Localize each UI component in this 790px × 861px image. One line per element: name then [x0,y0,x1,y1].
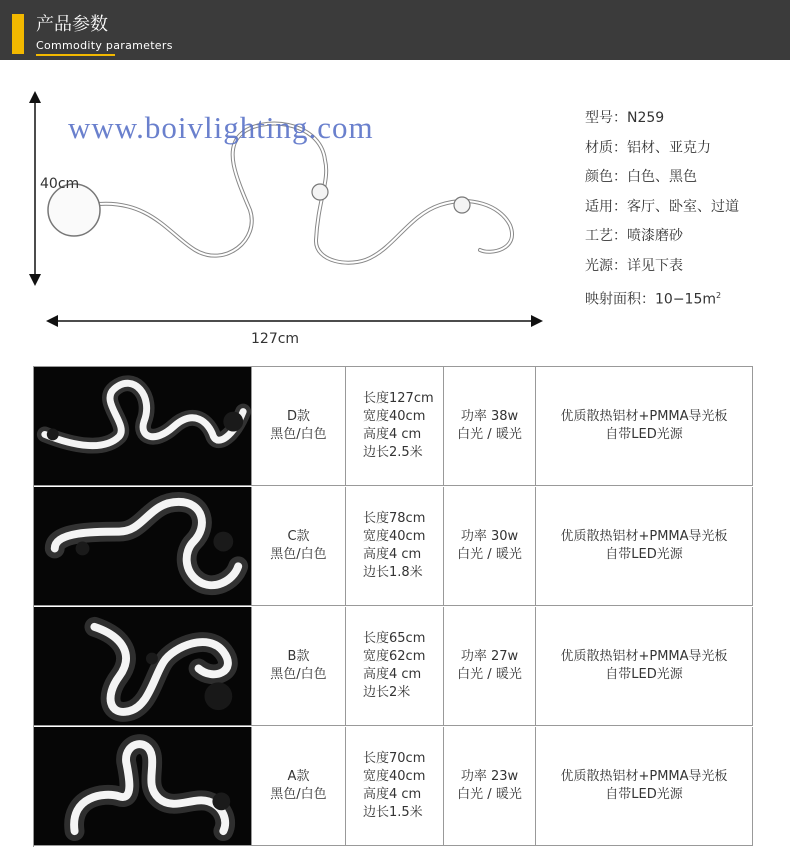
lamp-end-ball-right [454,197,470,213]
source-text: 自带LED光源 [605,547,683,562]
dimensions-cell [346,487,444,606]
dim-width: 宽度40cm [363,529,426,544]
model-color: 黑色/白色 [270,667,327,682]
dim-edge: 边长1.5米 [363,805,423,820]
dim-length: 长度127cm [363,391,434,406]
dim-height: 高度4 cm [363,547,422,562]
section-subtitle: Commodity parameters [36,39,173,52]
table-row [34,367,753,487]
power-value: 功率 38w [460,409,519,424]
watermark-url: www.boivlighting.com [68,110,374,145]
model-name: A款 [287,769,310,784]
table-row [34,487,753,607]
spec-list [585,104,739,315]
light-type: 白光 / 暖光 [457,547,522,562]
table-row [34,727,753,847]
dim-height: 高度4 cm [363,667,422,682]
dim-edge: 边长1.8米 [363,565,423,580]
section-header [0,0,790,60]
dim-edge: 边长2米 [363,685,411,700]
source-text: 自带LED光源 [605,667,683,682]
height-label: 40cm [40,176,80,192]
spec-color: 颜色：白色、黑色 [585,169,697,185]
spec-light-source: 光源：详见下表 [585,257,683,274]
dim-width: 宽度62cm [363,649,426,664]
width-label: 127cm [251,331,300,347]
material-cell [536,487,753,606]
model-cell [252,487,346,606]
model-cell [252,367,346,486]
light-type: 白光 / 暖光 [457,667,522,682]
dim-height: 高度4 cm [363,787,422,802]
model-name: C款 [287,529,310,544]
model-color: 黑色/白色 [270,427,327,442]
spec-usage: 适用：客厅、卧室、过道 [585,198,739,215]
table-row [34,607,753,727]
lamp-d-photo [34,367,252,486]
material-text: 优质散热铝材+PMMA导光板 [560,529,728,544]
subtitle-underline [36,54,115,56]
section-title: 产品参数 [36,14,108,35]
light-type: 白光 / 暖光 [457,787,522,802]
lamp-c-photo [34,487,252,606]
dim-width: 宽度40cm [363,769,426,784]
material-text: 优质散热铝材+PMMA导光板 [560,769,728,784]
model-name: B款 [287,649,310,664]
lamp-joint-ball [312,184,328,200]
dim-edge: 边长2.5米 [363,445,423,460]
dimensions-cell [346,367,444,486]
spec-area [585,281,739,315]
dim-height: 高度4 cm [363,427,422,442]
lamp-b-photo [34,607,252,726]
product-table [33,366,753,847]
spec-material: 材质：铝材、亚克力 [585,139,711,156]
spec-craft: 工艺：喷漆磨砂 [585,228,683,244]
source-text: 自带LED光源 [605,787,683,802]
power-value: 功率 27w [460,649,519,664]
model-cell [252,727,346,846]
power-cell [444,607,536,726]
dimensions-cell [346,607,444,726]
material-text: 优质散热铝材+PMMA导光板 [560,649,728,664]
material-cell [536,727,753,846]
material-cell [536,607,753,726]
power-cell [444,727,536,846]
dim-length: 长度70cm [363,751,426,766]
power-cell [444,487,536,606]
spec-area-label: 映射面积：10−15m [585,291,716,308]
spec-area-superscript: 2 [716,291,722,300]
model-name: D款 [286,409,310,424]
lamp-a-photo [34,727,252,846]
power-cell [444,367,536,486]
dim-length: 长度78cm [363,511,426,526]
header-accent-bar [12,14,24,54]
model-cell [252,607,346,726]
power-value: 功率 23w [460,769,519,784]
material-cell [536,367,753,486]
power-value: 功率 30w [460,529,519,544]
model-color: 黑色/白色 [270,547,327,562]
light-type: 白光 / 暖光 [457,427,522,442]
dim-width: 宽度40cm [363,409,426,424]
dimensions-cell [346,727,444,846]
material-text: 优质散热铝材+PMMA导光板 [560,409,728,424]
dim-length: 长度65cm [363,631,426,646]
source-text: 自带LED光源 [605,427,683,442]
spec-model: 型号：N259 [585,110,665,126]
model-color: 黑色/白色 [270,787,327,802]
